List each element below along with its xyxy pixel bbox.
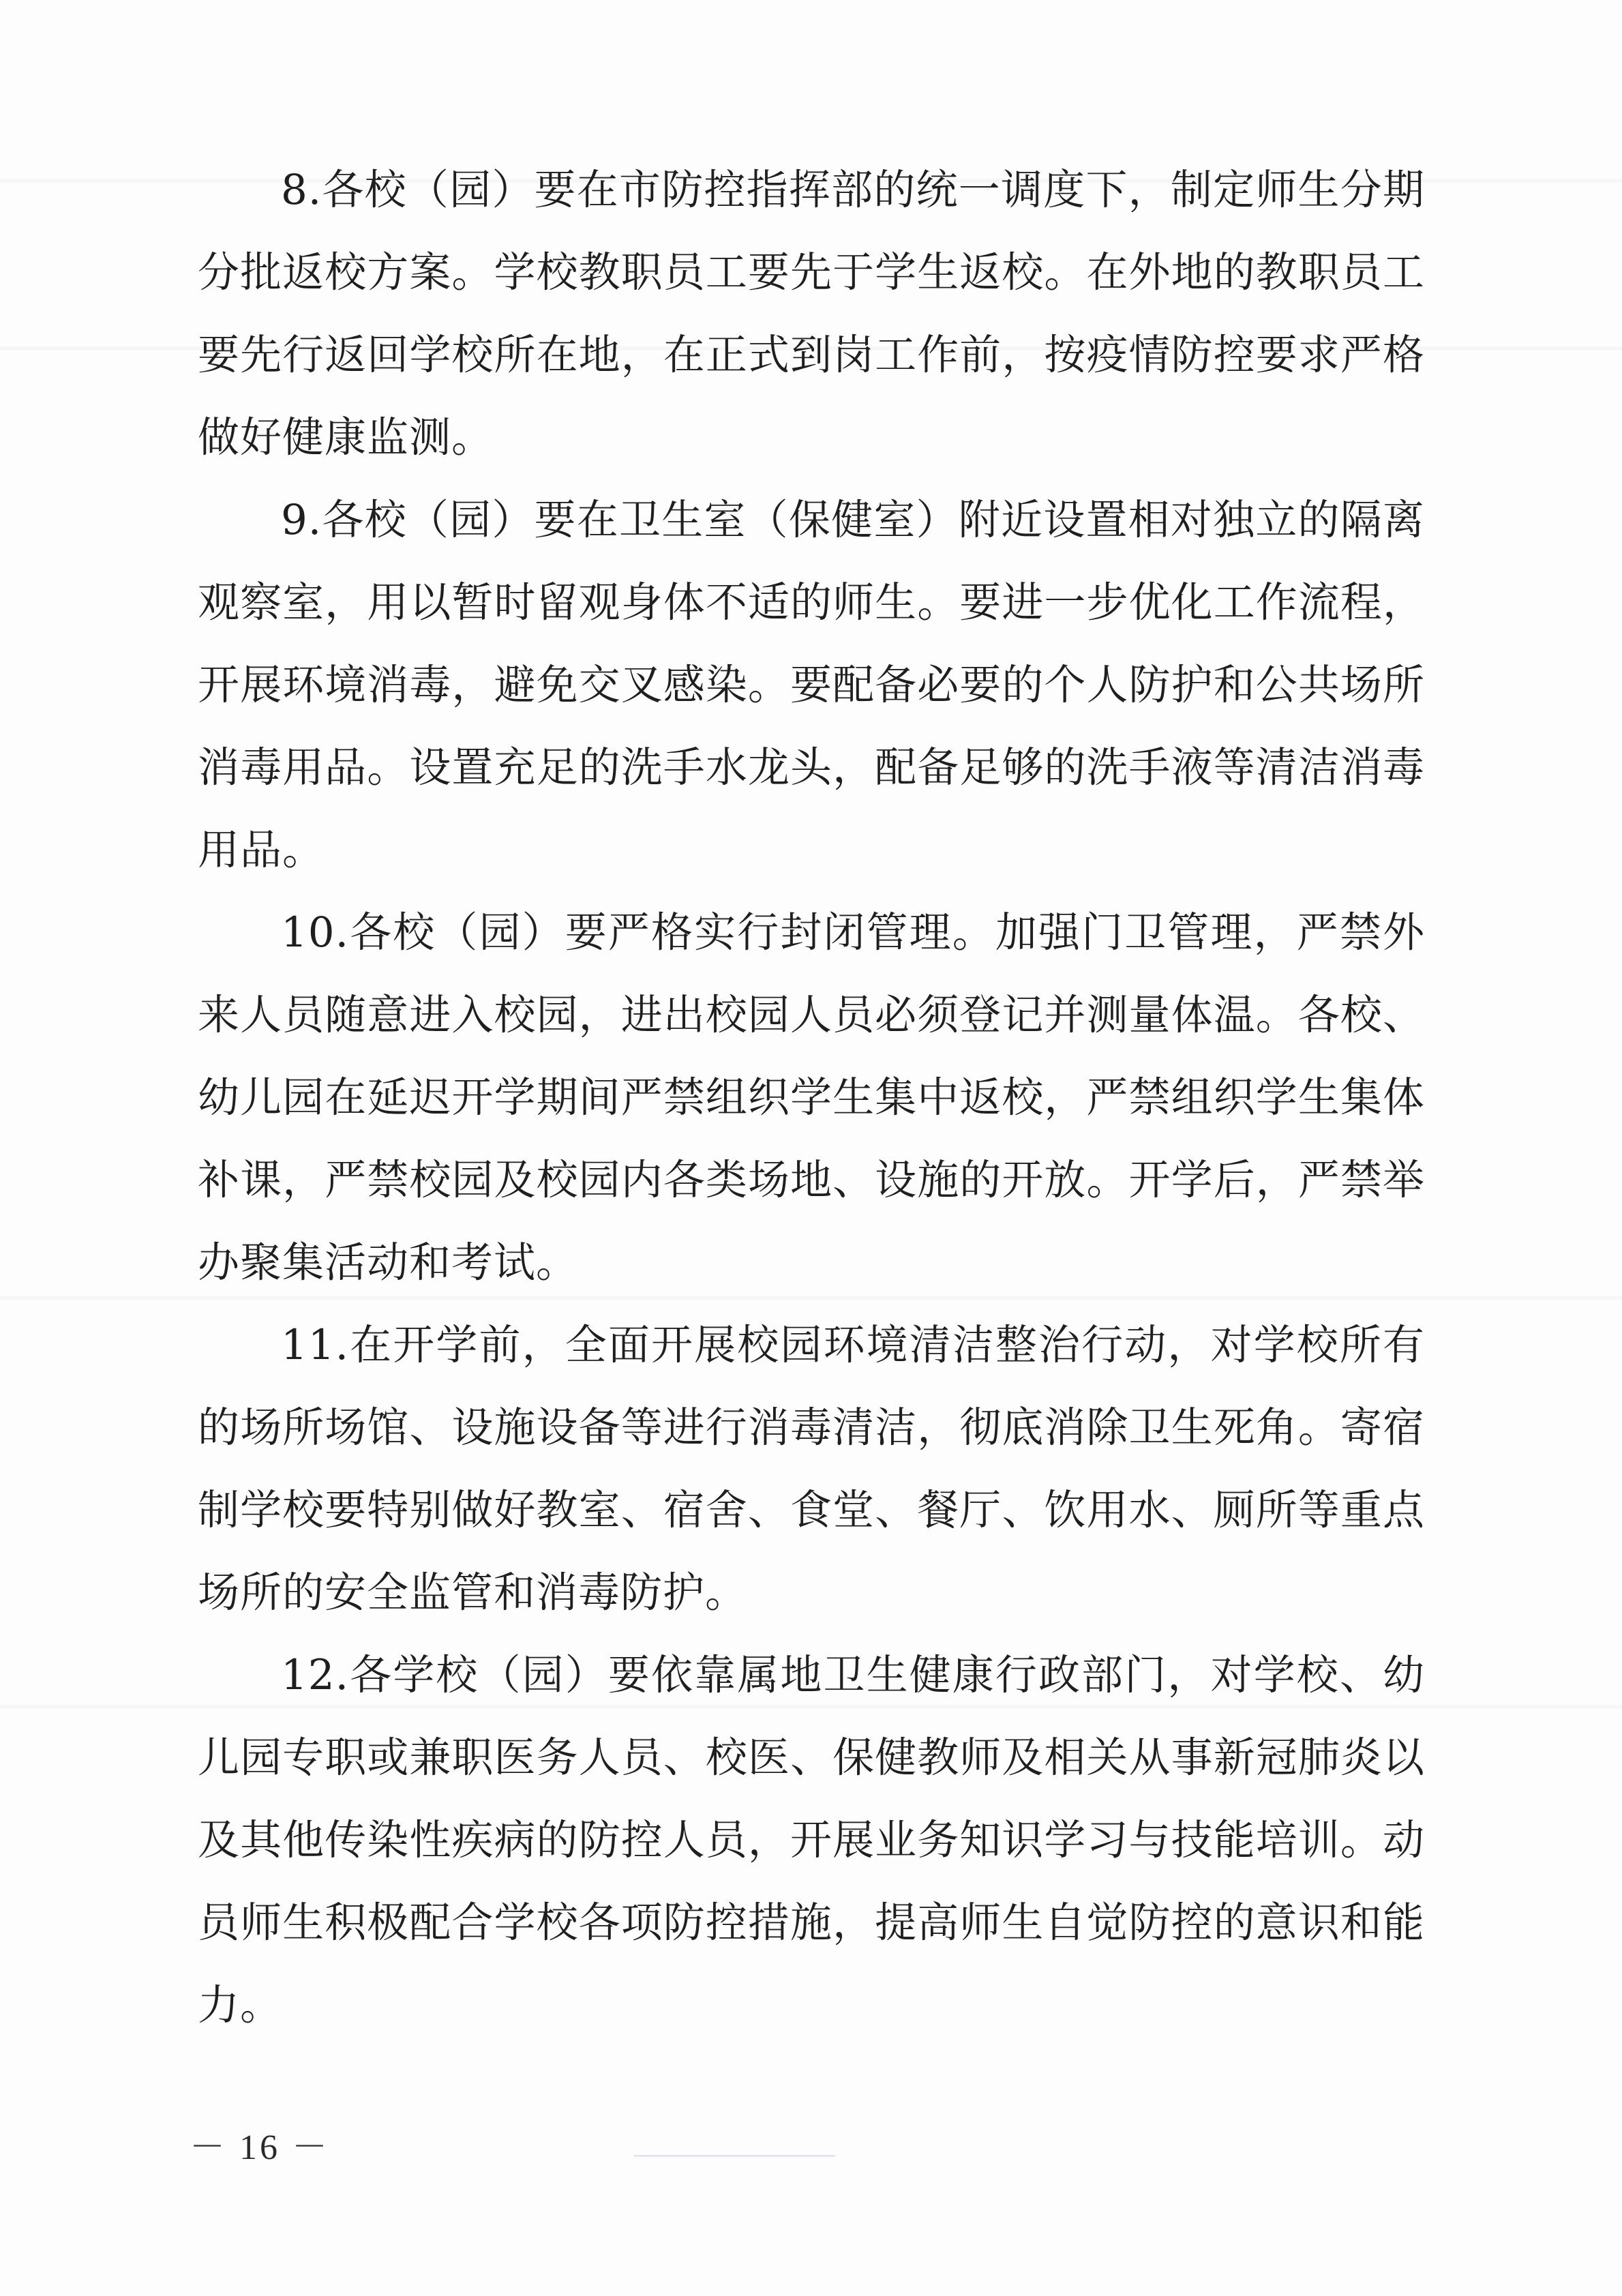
paragraph-12: 12.各学校（园）要依靠属地卫生健康行政部门，对学校、幼儿园专职或兼职医务人员、校医、保健教师及相关从事新冠肺炎以及其他传染性疾病的防控人员，开展业务知识学习与技能培训。动员师生积极配合学校各项防控措施，提高师生自觉防控的意识和能力。 bbox=[198, 1651, 1425, 2029]
paragraph-9: 9.各校（园）要在卫生室（保健室）附近设置相对独立的隔离观察室，用以暂时留观身体不适的师生。要进一步优化工作流程，开展环境消毒，避免交叉感染。要配备必要的个人防护和公共场所消毒用品。设置充足的洗手水龙头，配备足够的洗手液等清洁消毒用品。 bbox=[198, 496, 1425, 874]
footer-rule bbox=[634, 2155, 835, 2157]
paragraph-8: 8.各校（园）要在市防控指挥部的统一调度下，制定师生分期分批返校方案。学校教职员工要先于学生返校。在外地的教职员工要先行返回学校所在地，在正式到岗工作前，按疫情防控要求严格做好健康监测。 bbox=[198, 166, 1425, 462]
paragraph-11: 11.在开学前，全面开展校园环境清洁整治行动，对学校所有的场所场馆、设施设备等进行消毒清洁，彻底消除卫生死角。寄宿制学校要特别做好教室、宿舍、食堂、餐厅、饮用水、厕所等重点场所的安全监管和消毒防护。 bbox=[198, 1321, 1425, 1617]
paragraph-10: 10.各校（园）要严格实行封闭管理。加强门卫管理，严禁外来人员随意进入校园，进出校园人员必须登记并测量体温。各校、幼儿园在延迟开学期间严禁组织学生集中返校，严禁组织学生集体补课，严禁校园及校园内各类场地、设施的开放。开学后，严禁举办聚集活动和考试。 bbox=[198, 908, 1425, 1287]
document-body bbox=[198, 149, 1425, 2046]
page-number: － 16 － bbox=[190, 2128, 331, 2167]
